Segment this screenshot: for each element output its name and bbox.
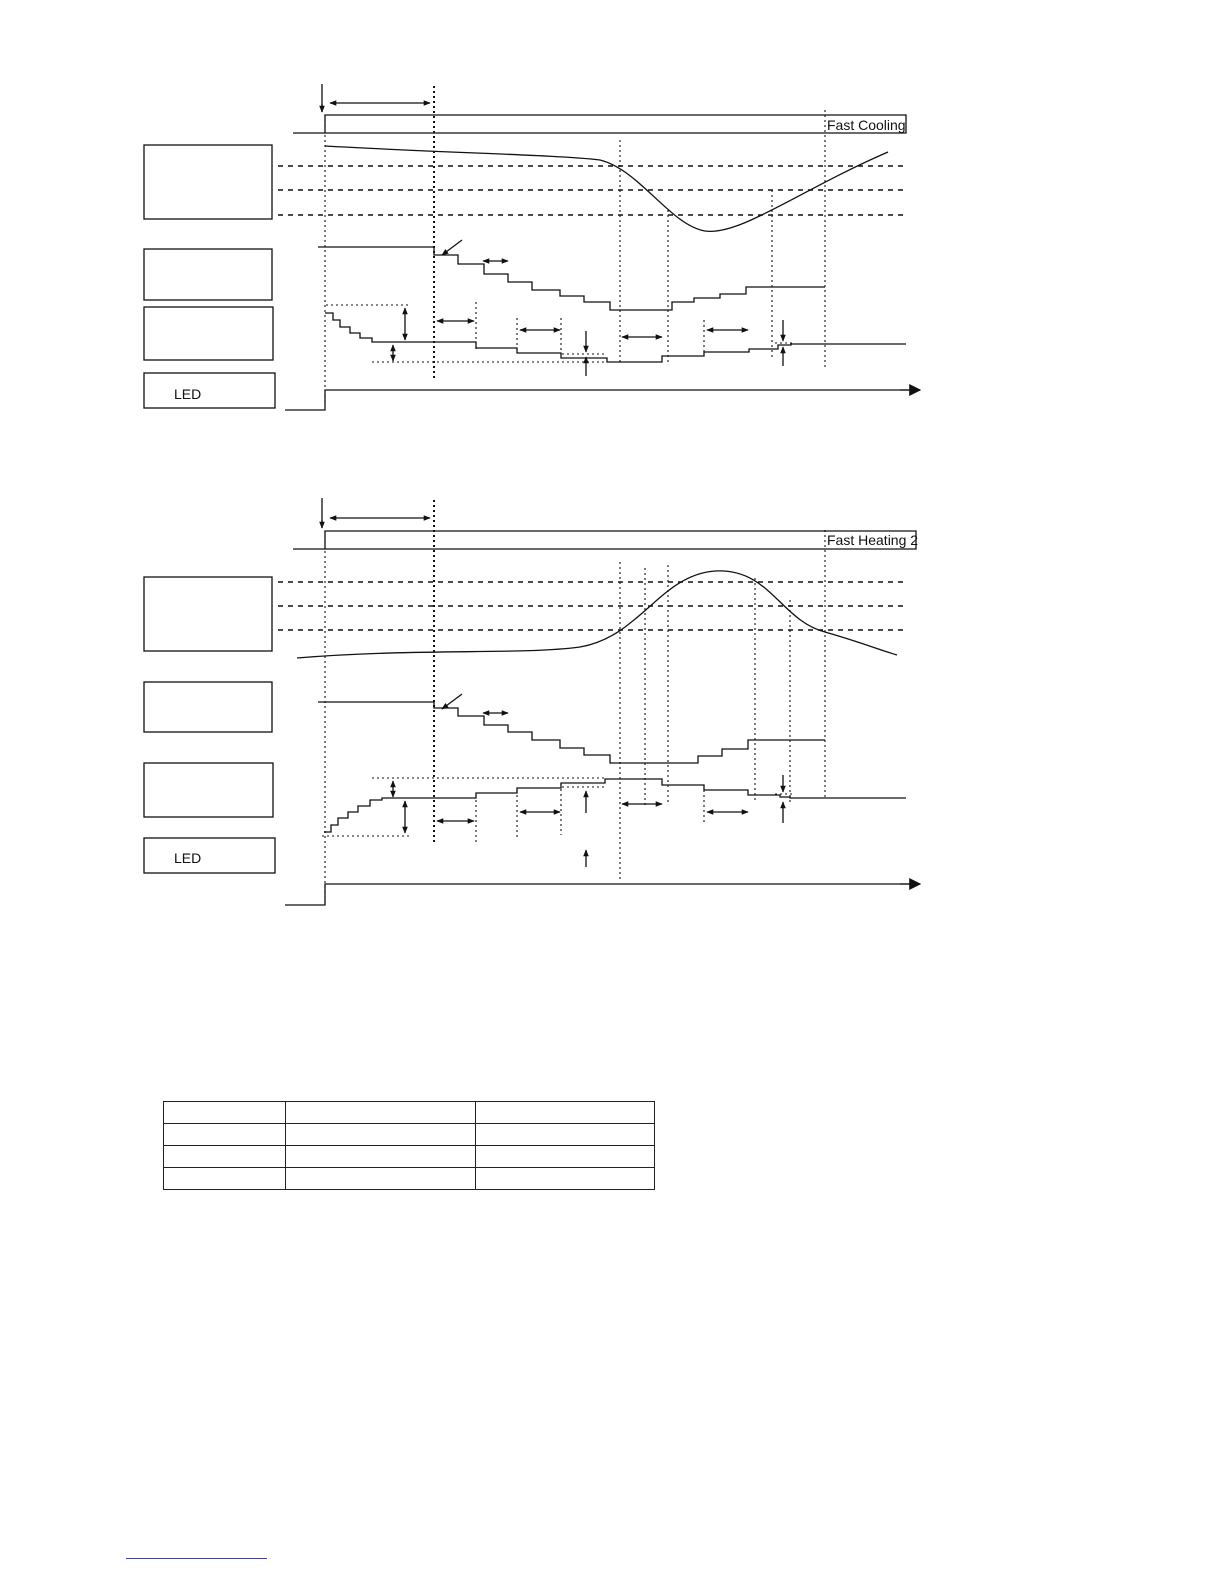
heating-fan-step-arrow [442, 694, 462, 709]
cooling-led-label: LED [174, 386, 202, 402]
cooling-time-axis [285, 390, 912, 410]
cooling-compressor-staircase [325, 313, 906, 362]
cooling-temperature-curve [325, 146, 888, 231]
cooling-temp-box [144, 145, 272, 219]
heating-mode-label: Fast Heating 2 [827, 532, 919, 548]
cooling-fan-step-arrow [442, 240, 462, 255]
table-row [164, 1168, 655, 1190]
heating-compressor-staircase [324, 779, 906, 832]
cooling-thresholds [278, 166, 906, 215]
table-row [164, 1146, 655, 1168]
heating-fan-box [144, 682, 272, 732]
cooling-mode-signal [293, 115, 906, 133]
heating-diagram [144, 498, 920, 905]
cooling-fan-staircase [318, 247, 825, 310]
parameter-table [163, 1101, 655, 1190]
table-row [164, 1124, 655, 1146]
heating-temperature-curve [297, 571, 897, 658]
heating-led-box [144, 838, 275, 873]
cooling-diagram [144, 84, 920, 410]
heating-mode-signal [293, 531, 919, 549]
cooling-led-box [144, 373, 275, 408]
heating-thresholds [278, 582, 906, 630]
heating-temp-box [144, 577, 272, 651]
cooling-compressor-box [144, 307, 273, 360]
cooling-mode-label: Fast Cooling [827, 117, 906, 133]
heating-time-axis [285, 884, 912, 905]
heating-fan-staircase [318, 702, 825, 763]
cooling-fan-box [144, 249, 272, 300]
empty-table [163, 1101, 655, 1190]
footer-link-underline[interactable] [126, 1558, 267, 1559]
table-row [164, 1102, 655, 1124]
heating-compressor-box [144, 763, 273, 817]
cooling-guides [325, 86, 825, 405]
heating-led-label: LED [174, 850, 202, 866]
